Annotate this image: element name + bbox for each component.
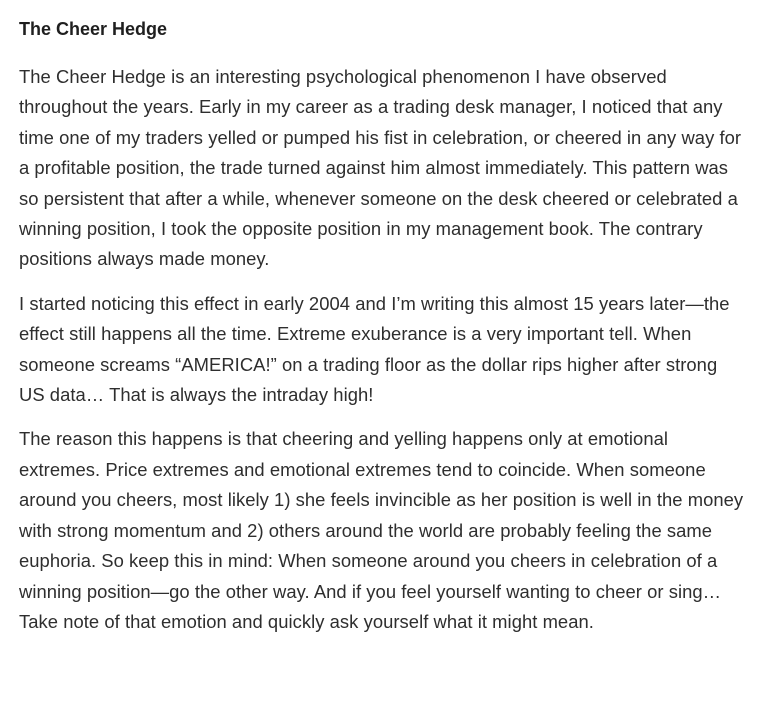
- paragraph-3: The reason this happens is that cheering and yelling happens only at emotional extremes. Price extremes and emotional extremes tend to coincide. When someone around you cheers, most likely 1) she feels invincible as her position is well in the money with strong momentum and 2) others around the world are probably feeling the same euphoria. So keep this in mind: When someone around you cheers in celebration of a winning position—go the other way. And if you feel yourself wanting to cheer or sing… Take note of that emotion and quickly ask yourself what it might mean.: [19, 428, 744, 632]
- paragraph-2: I started noticing this effect in early 2004 and I’m writing this almost 15 years later—the effect still happens all the time. Extreme exuberance is a very important tell. When someone screams “AMERICA!” on a trading floor as the dollar rips higher after strong US data… That is always the intraday high!: [19, 292, 730, 406]
- article-title: The Cheer Hedge: [19, 19, 168, 39]
- paragraph-1: The Cheer Hedge is an interesting psychological phenomenon I have observed throughout the years. Early in my career as a trading desk manager, I noticed that any time one of my traders yelled or pumped his fist in celebration, or cheered in any way for a profitable position, the trade turned against him almost immediately. This pattern was so persistent that after a while, whenever someone on the desk cheered or celebrated a winning position, I took the opposite position in my management book. The contrary positions always made money.: [19, 66, 742, 270]
